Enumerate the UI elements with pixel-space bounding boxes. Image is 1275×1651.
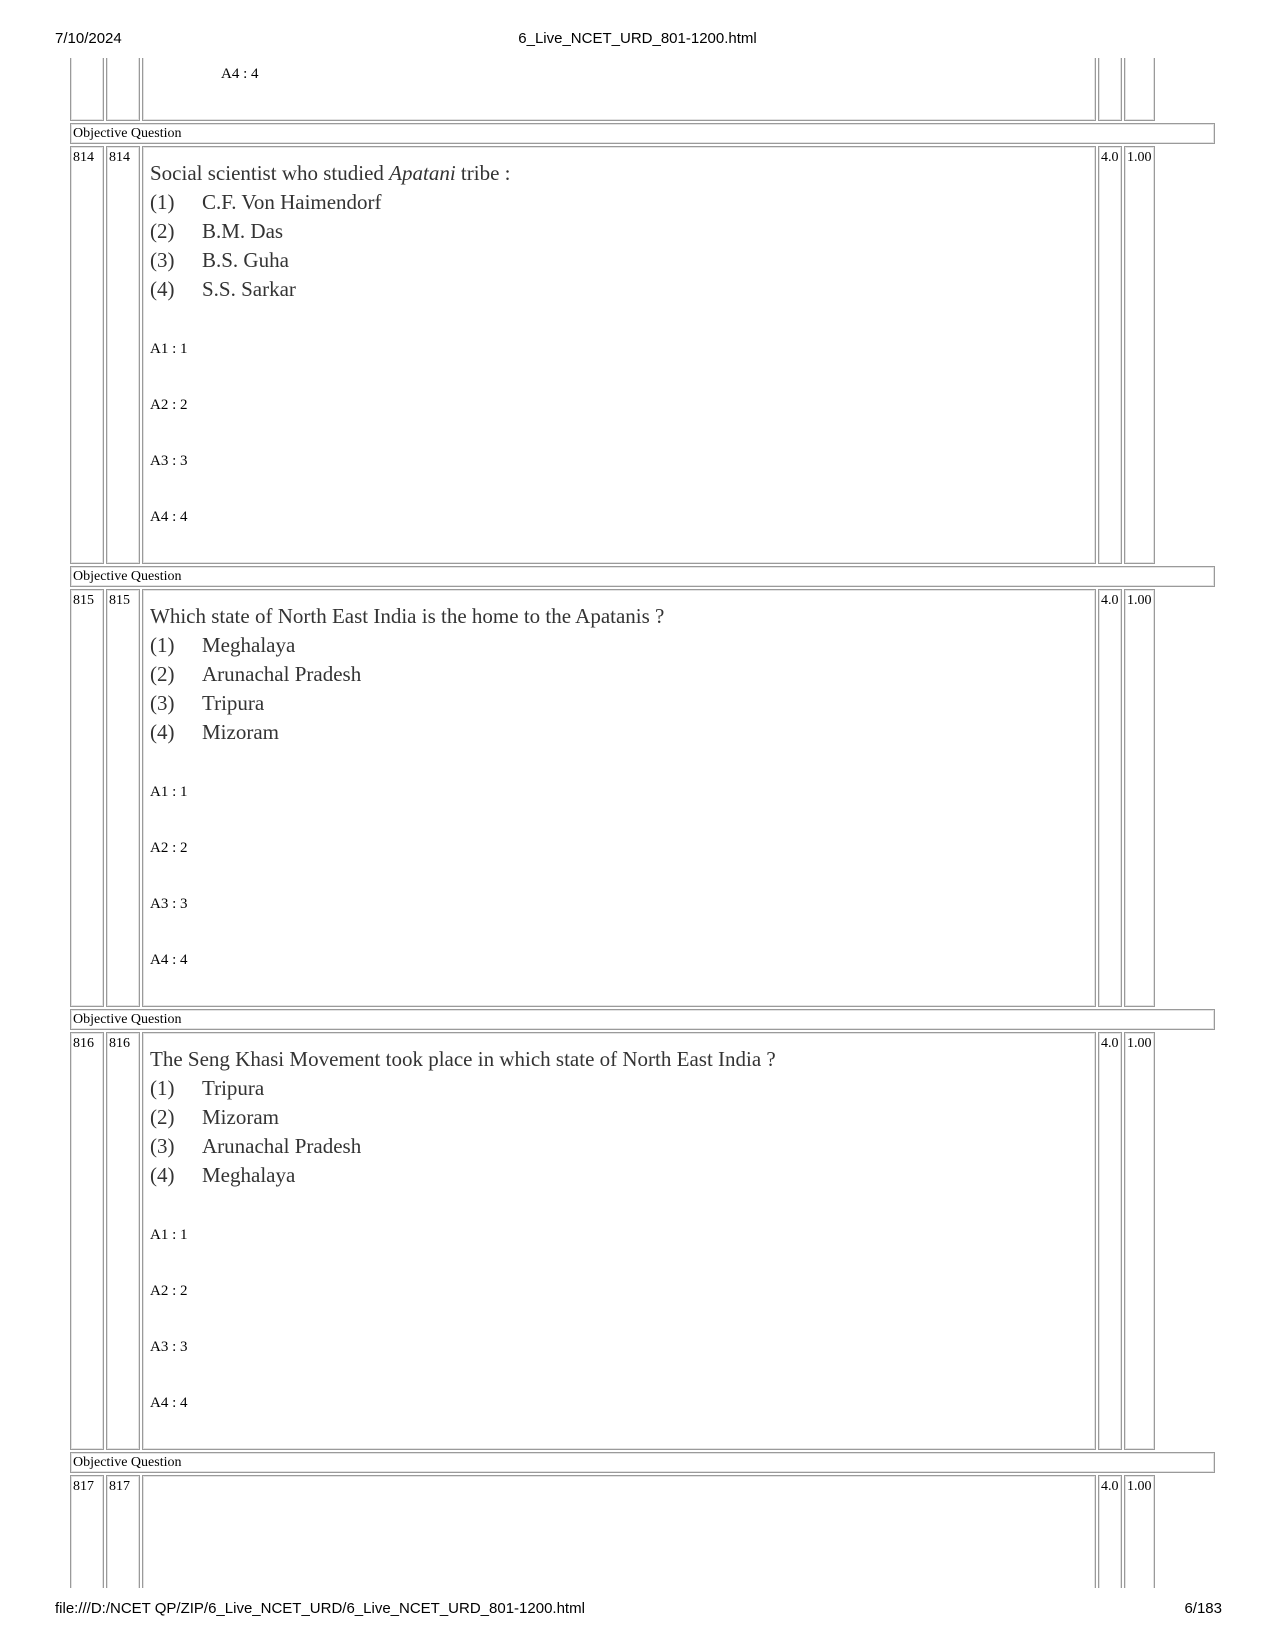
answer-label: A2 : 2	[150, 1283, 188, 1299]
sno-cell: 815	[70, 589, 104, 1007]
answer-label: A1 : 1	[150, 1227, 188, 1243]
option: (2) B.M. Das	[150, 219, 284, 243]
document-title: 6_Live_NCET_URD_801-1200.html	[518, 30, 757, 47]
print-date: 7/10/2024	[55, 30, 122, 47]
answer-label: A4 : 4	[221, 66, 259, 82]
answer-label: A3 : 3	[150, 896, 188, 912]
qid-cell: 816	[106, 1032, 140, 1450]
negative-marks-cell: 1.00	[1124, 1475, 1155, 1588]
qid-cell: 817	[106, 1475, 140, 1588]
sno-cell: 814	[70, 146, 104, 564]
marks-cell	[1098, 58, 1122, 121]
question-body-cell	[142, 1032, 1096, 1450]
option: (3) Tripura	[150, 691, 265, 715]
question-body-cell	[142, 589, 1096, 1007]
sno-cell: 817	[70, 1475, 104, 1588]
marks-cell: 4.0	[1098, 589, 1122, 1007]
answer-label: A2 : 2	[150, 397, 188, 413]
question-stem: Which state of North East India is the home to the Apatanis ?	[150, 604, 665, 628]
option: (1) C.F. Von Haimendorf	[150, 190, 382, 214]
option: (4) S.S. Sarkar	[150, 277, 296, 301]
question-table	[70, 58, 1215, 1588]
qid-cell: 814	[106, 146, 140, 564]
option: (2) Mizoram	[150, 1105, 279, 1129]
marks-cell: 4.0	[1098, 146, 1122, 564]
answer-label: A4 : 4	[150, 509, 188, 525]
question-type-label: Objective Question	[70, 1009, 1215, 1030]
answer-label: A2 : 2	[150, 840, 188, 856]
question-body-cell	[142, 58, 1096, 121]
negative-marks-cell: 1.00	[1124, 589, 1155, 1007]
answer-label: A1 : 1	[150, 341, 188, 357]
option: (2) Arunachal Pradesh	[150, 662, 362, 686]
answer-label: A4 : 4	[150, 1395, 188, 1411]
option: (4) Mizoram	[150, 720, 279, 744]
negative-cell	[1124, 58, 1155, 121]
marks-cell: 4.0	[1098, 1475, 1122, 1588]
negative-marks-cell: 1.00	[1124, 146, 1155, 564]
option: (3) B.S. Guha	[150, 248, 289, 272]
option: (3) Arunachal Pradesh	[150, 1134, 362, 1158]
sno-cell: 816	[70, 1032, 104, 1450]
question-stem: The Seng Khasi Movement took place in which state of North East India ?	[150, 1047, 776, 1071]
qid-cell	[106, 58, 140, 121]
option: (1) Tripura	[150, 1076, 265, 1100]
qid-cell: 815	[106, 589, 140, 1007]
option: (4) Meghalaya	[150, 1163, 296, 1187]
question-type-label: Objective Question	[70, 123, 1215, 144]
question-type-label: Objective Question	[70, 566, 1215, 587]
marks-cell: 4.0	[1098, 1032, 1122, 1450]
print-header	[0, 30, 1275, 52]
answer-label: A4 : 4	[150, 952, 188, 968]
question-type-label: Objective Question	[70, 1452, 1215, 1473]
print-footer	[0, 1600, 1275, 1622]
negative-marks-cell: 1.00	[1124, 1032, 1155, 1450]
page-number: 6/183	[1184, 1600, 1222, 1617]
question-body-cell	[142, 146, 1096, 564]
file-path: file:///D:/NCET QP/ZIP/6_Live_NCET_URD/6_Live_NCET_URD_801-1200.html	[55, 1600, 585, 1617]
sno-cell	[70, 58, 104, 121]
option: (1) Meghalaya	[150, 633, 296, 657]
answer-label: A3 : 3	[150, 453, 188, 469]
question-stem: Social scientist who studied Apatani tribe :	[150, 161, 511, 185]
question-body-cell	[142, 1475, 1096, 1588]
answer-label: A3 : 3	[150, 1339, 188, 1355]
answer-label: A1 : 1	[150, 784, 188, 800]
